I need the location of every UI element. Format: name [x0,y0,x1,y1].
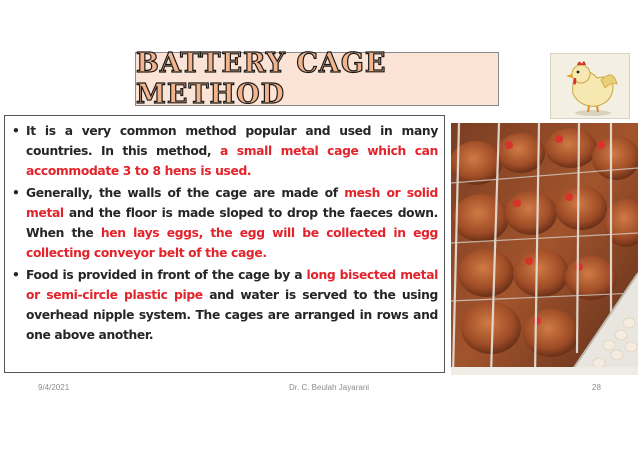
hen-cartoon-icon [550,53,630,119]
slide-content-box [4,115,445,373]
highlighted-text: a small metal cage which can accommodate 3 to 8 hens is used. [26,144,438,178]
footer-page-number: 28 [592,383,601,392]
bullet-text: Food is provided in front of the cage by a [26,268,307,282]
highlighted-text: mesh or solid metal [26,186,438,220]
slide-title-box [135,48,499,110]
bullet-item [11,183,438,263]
footer-author: Dr. C. Beulah Jayarani [289,383,370,392]
footer-date: 9/4/2021 [38,383,70,392]
bullet-item [11,265,438,345]
bullet-item [11,121,438,181]
highlighted-text: long bisected metal or semi-circle plastic pipe [26,268,439,302]
slide-title: BATTERY CAGE METHOD [136,48,387,110]
bullet-text: and water is served to the using overhead nipple system. The cages are arranged in rows and one above another. [26,288,438,342]
bullet-list [11,121,438,345]
bullet-text: and the floor is made sloped to drop the faeces down. When the [26,206,438,240]
battery-cage-hens-photo [451,123,638,375]
bullet-text: It is a very common method popular and used in many countries. In this method, [26,124,438,158]
bullet-text: Generally, the walls of the cage are made of [26,186,345,200]
highlighted-text: hen lays eggs, the egg will be collected in egg collecting conveyor belt of the cage. [26,226,438,260]
